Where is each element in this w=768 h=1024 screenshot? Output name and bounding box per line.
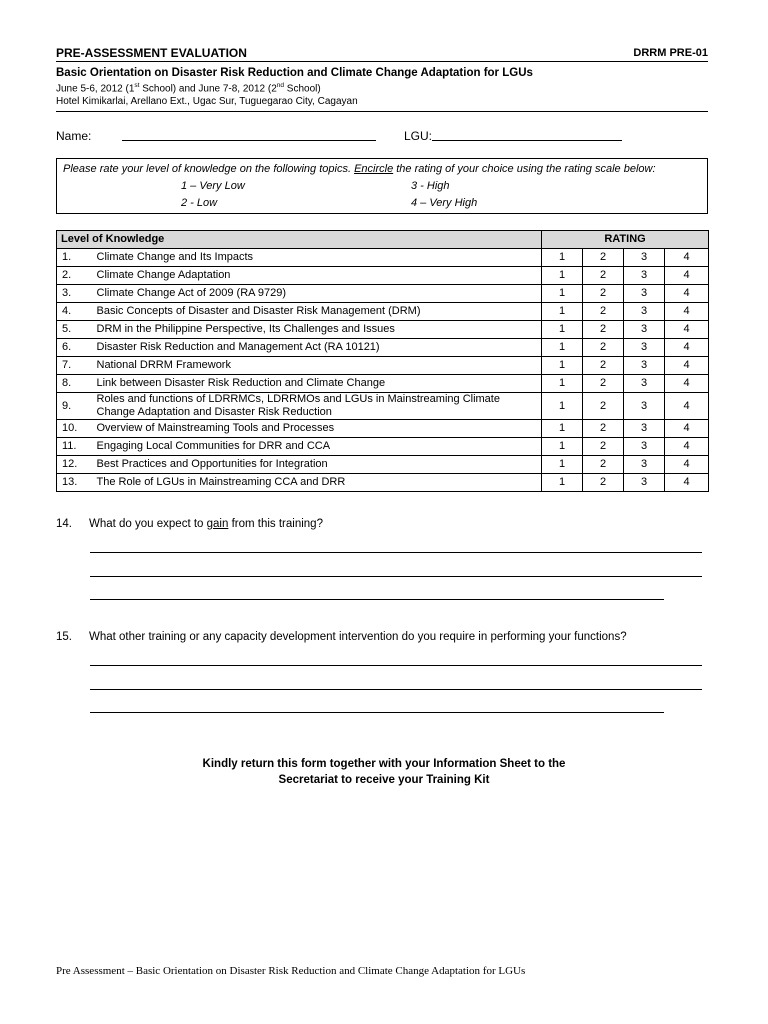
topic-number: 1. bbox=[57, 249, 93, 267]
rating-table bbox=[56, 230, 709, 492]
topic-label: Roles and functions of LDRRMCs, LDRRMOs and LGUs in Mainstreaming Climate Change Adaptation and Disaster Risk Reduction bbox=[93, 393, 542, 420]
rating-option-2[interactable]: 2 bbox=[583, 393, 624, 420]
closing-line-1: Kindly return this form together with your Information Sheet to the bbox=[202, 758, 566, 770]
rating-option-4[interactable]: 4 bbox=[665, 267, 709, 285]
rating-option-3[interactable]: 3 bbox=[624, 375, 665, 393]
topic-number: 2. bbox=[57, 267, 93, 285]
scale-low: 2 - Low bbox=[181, 197, 218, 209]
answer-line[interactable] bbox=[90, 665, 702, 666]
table-row bbox=[57, 249, 709, 267]
event-title: Basic Orientation on Disaster Risk Reduction and Climate Change Adaptation for LGUs bbox=[56, 67, 533, 79]
table-row bbox=[57, 267, 709, 285]
table-row bbox=[57, 303, 709, 321]
topic-number: 7. bbox=[57, 357, 93, 375]
rating-option-4[interactable]: 4 bbox=[665, 357, 709, 375]
table-row bbox=[57, 456, 709, 474]
rating-option-2[interactable]: 2 bbox=[583, 339, 624, 357]
rating-option-1[interactable]: 1 bbox=[542, 267, 583, 285]
lgu-field[interactable] bbox=[432, 140, 622, 141]
topic-number: 8. bbox=[57, 375, 93, 393]
table-row bbox=[57, 474, 709, 492]
question-15-number: 15. bbox=[56, 631, 72, 643]
rating-option-3[interactable]: 3 bbox=[624, 456, 665, 474]
answer-line[interactable] bbox=[90, 689, 702, 690]
rating-option-1[interactable]: 1 bbox=[542, 321, 583, 339]
rating-option-1[interactable]: 1 bbox=[542, 357, 583, 375]
form-title: PRE-ASSESSMENT EVALUATION bbox=[56, 46, 247, 60]
rating-option-3[interactable]: 3 bbox=[624, 339, 665, 357]
rating-option-4[interactable]: 4 bbox=[665, 321, 709, 339]
rating-option-1[interactable]: 1 bbox=[542, 393, 583, 420]
rating-option-4[interactable]: 4 bbox=[665, 420, 709, 438]
rating-option-2[interactable]: 2 bbox=[583, 285, 624, 303]
rating-option-3[interactable]: 3 bbox=[624, 285, 665, 303]
rating-option-4[interactable]: 4 bbox=[665, 249, 709, 267]
lgu-label: LGU: bbox=[404, 129, 433, 143]
topic-label: The Role of LGUs in Mainstreaming CCA and DRR bbox=[93, 474, 542, 492]
rating-option-3[interactable]: 3 bbox=[624, 267, 665, 285]
topic-number: 13. bbox=[57, 474, 93, 492]
rating-option-3[interactable]: 3 bbox=[624, 321, 665, 339]
rating-option-1[interactable]: 1 bbox=[542, 339, 583, 357]
closing-line-2: Secretariat to receive your Training Kit bbox=[278, 774, 490, 786]
rating-option-4[interactable]: 4 bbox=[665, 375, 709, 393]
topic-number: 6. bbox=[57, 339, 93, 357]
rating-option-1[interactable]: 1 bbox=[542, 249, 583, 267]
rating-option-1[interactable]: 1 bbox=[542, 420, 583, 438]
table-row bbox=[57, 357, 709, 375]
instructions-box bbox=[56, 158, 708, 214]
instructions-text: Please rate your level of knowledge on the following topics. Encircle the rating of your choice using the rating scale below: bbox=[63, 163, 656, 175]
rating-option-3[interactable]: 3 bbox=[624, 474, 665, 492]
rating-option-3[interactable]: 3 bbox=[624, 420, 665, 438]
name-label: Name: bbox=[56, 129, 92, 143]
rating-option-2[interactable]: 2 bbox=[583, 420, 624, 438]
closing-note bbox=[0, 756, 768, 788]
rating-option-4[interactable]: 4 bbox=[665, 474, 709, 492]
event-venue: Hotel Kimikarlai, Arellano Ext., Ugac Sur, Tuguegarao City, Cagayan bbox=[56, 96, 358, 107]
rating-option-3[interactable]: 3 bbox=[624, 357, 665, 375]
name-field[interactable] bbox=[122, 140, 376, 141]
rating-option-4[interactable]: 4 bbox=[665, 456, 709, 474]
rating-option-1[interactable]: 1 bbox=[542, 375, 583, 393]
header-bottom-rule bbox=[56, 111, 708, 112]
rating-option-2[interactable]: 2 bbox=[583, 474, 624, 492]
answer-line[interactable] bbox=[90, 552, 702, 553]
rating-option-4[interactable]: 4 bbox=[665, 303, 709, 321]
answer-line[interactable] bbox=[90, 712, 664, 713]
topic-number: 5. bbox=[57, 321, 93, 339]
rating-header: RATING bbox=[542, 231, 709, 249]
rating-option-3[interactable]: 3 bbox=[624, 249, 665, 267]
rating-option-4[interactable]: 4 bbox=[665, 393, 709, 420]
topic-label: Climate Change Adaptation bbox=[93, 267, 542, 285]
topic-label: DRM in the Philippine Perspective, Its Challenges and Issues bbox=[93, 321, 542, 339]
rating-option-2[interactable]: 2 bbox=[583, 357, 624, 375]
rating-option-1[interactable]: 1 bbox=[542, 438, 583, 456]
page-footer: Pre Assessment – Basic Orientation on Disaster Risk Reduction and Climate Change Adaptation for LGUs bbox=[56, 965, 526, 977]
table-row bbox=[57, 339, 709, 357]
topic-label: Engaging Local Communities for DRR and CCA bbox=[93, 438, 542, 456]
rating-option-4[interactable]: 4 bbox=[665, 339, 709, 357]
rating-option-2[interactable]: 2 bbox=[583, 438, 624, 456]
scale-very-high: 4 – Very High bbox=[411, 197, 478, 209]
topic-label: Climate Change Act of 2009 (RA 9729) bbox=[93, 285, 542, 303]
rating-option-3[interactable]: 3 bbox=[624, 393, 665, 420]
topic-label: Disaster Risk Reduction and Management Act (RA 10121) bbox=[93, 339, 542, 357]
topic-number: 12. bbox=[57, 456, 93, 474]
rating-option-4[interactable]: 4 bbox=[665, 438, 709, 456]
form-code: DRRM PRE-01 bbox=[633, 47, 708, 59]
rating-option-2[interactable]: 2 bbox=[583, 303, 624, 321]
table-row bbox=[57, 285, 709, 303]
topic-number: 9. bbox=[57, 393, 93, 420]
topic-label: Basic Concepts of Disaster and Disaster Risk Management (DRM) bbox=[93, 303, 542, 321]
event-dates: June 5-6, 2012 (1st School) and June 7-8, 2012 (2nd School) bbox=[56, 82, 321, 95]
table-header-row bbox=[57, 231, 709, 249]
rating-option-2[interactable]: 2 bbox=[583, 249, 624, 267]
topic-label: Best Practices and Opportunities for Integration bbox=[93, 456, 542, 474]
topic-label: National DRRM Framework bbox=[93, 357, 542, 375]
rating-option-4[interactable]: 4 bbox=[665, 285, 709, 303]
table-row bbox=[57, 420, 709, 438]
answer-line[interactable] bbox=[90, 576, 702, 577]
rating-option-2[interactable]: 2 bbox=[583, 456, 624, 474]
level-of-knowledge-header: Level of Knowledge bbox=[57, 231, 542, 249]
topic-number: 3. bbox=[57, 285, 93, 303]
scale-high: 3 - High bbox=[411, 180, 450, 192]
rating-option-3[interactable]: 3 bbox=[624, 438, 665, 456]
table-row bbox=[57, 393, 709, 420]
rating-option-1[interactable]: 1 bbox=[542, 474, 583, 492]
rating-option-1[interactable]: 1 bbox=[542, 303, 583, 321]
rating-option-3[interactable]: 3 bbox=[624, 303, 665, 321]
rating-option-1[interactable]: 1 bbox=[542, 456, 583, 474]
table-row bbox=[57, 321, 709, 339]
question-14-number: 14. bbox=[56, 518, 72, 530]
scale-very-low: 1 – Very Low bbox=[181, 180, 245, 192]
topic-label: Link between Disaster Risk Reduction and Climate Change bbox=[93, 375, 542, 393]
table-row bbox=[57, 375, 709, 393]
rating-option-1[interactable]: 1 bbox=[542, 285, 583, 303]
topic-label: Overview of Mainstreaming Tools and Processes bbox=[93, 420, 542, 438]
question-15-text: What other training or any capacity development intervention do you require in performing your functions? bbox=[89, 631, 627, 643]
rating-option-2[interactable]: 2 bbox=[583, 321, 624, 339]
rating-option-2[interactable]: 2 bbox=[583, 267, 624, 285]
topic-number: 10. bbox=[57, 420, 93, 438]
header-top-rule bbox=[56, 61, 708, 62]
topic-number: 11. bbox=[57, 438, 93, 456]
question-14-text: What do you expect to gain from this training? bbox=[89, 518, 323, 530]
answer-line[interactable] bbox=[90, 599, 664, 600]
topic-number: 4. bbox=[57, 303, 93, 321]
rating-option-2[interactable]: 2 bbox=[583, 375, 624, 393]
topic-label: Climate Change and Its Impacts bbox=[93, 249, 542, 267]
table-row bbox=[57, 438, 709, 456]
